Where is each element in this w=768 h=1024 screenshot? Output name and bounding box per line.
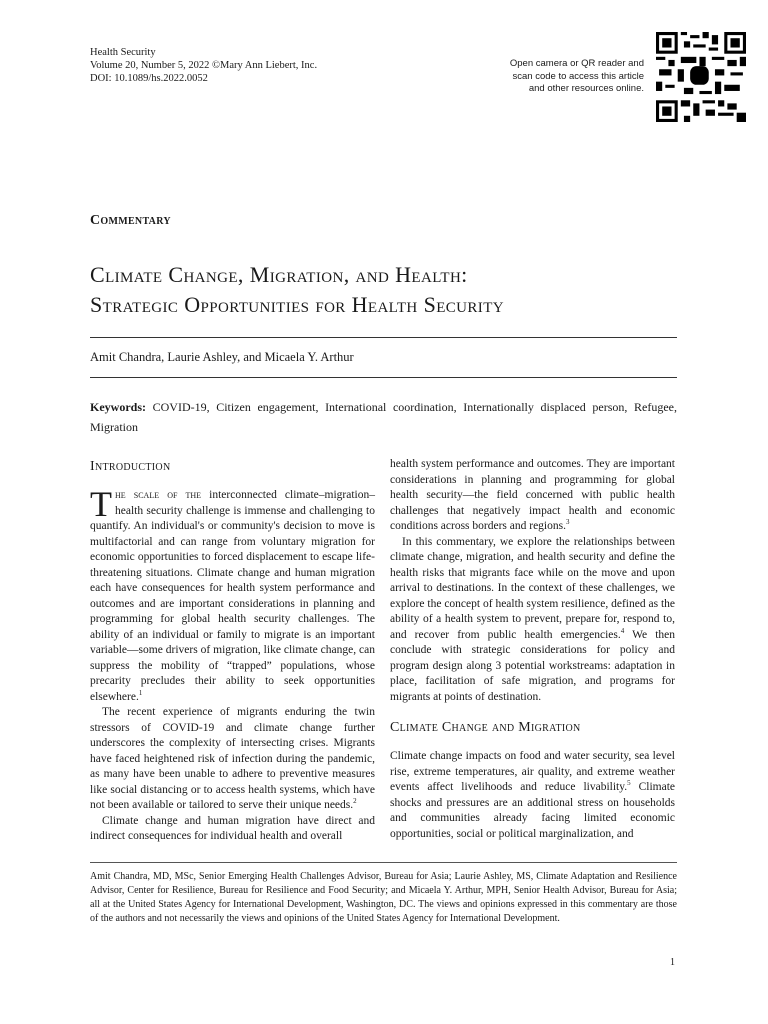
paragraph-text: health system performance and outcomes. They are important considerations in planning and programming for global health security—the field concerned with public health challenges that negatively impact health and economic conditions across borders and regions. xyxy=(390,458,675,532)
climate-migration-heading: Climate Change and Migration xyxy=(390,720,581,735)
intro-heading: Introduction xyxy=(90,459,171,474)
author-affiliation-footnote: Amit Chandra, MD, MSc, Senior Emerging Health Challenges Advisor, Bureau for Asia; Laurie Ashley, MS, Climate Adaptation and Resilience Advisor, Center for Resilience, Bureau for Resilience and Food Security; and Micaela Y. Arthur, MPH, Senior Health Advisor, Bureau for Asia; all at the United States Agency for International Development, Washington, DC. The views and opinions expressed in this commentary are those of the authors and not necessarily the views and opinions of the United States Agency for International Development. xyxy=(90,871,677,924)
paragraph-text: In this commentary, we explore the relationships between climate change, migration, and health security and define the health risks that migrants face while on the move and upon arrival to destinations. In the context of these challenges, we explore the concept of health system resilience, defined as the ability of a health system to prevent, prepare for, respond to, and recover from public health emergencies. xyxy=(390,535,675,641)
qr-notice-line: scan code to access this article xyxy=(512,70,644,82)
author-list: Amit Chandra, Laurie Ashley, and Micaela Y. Arthur xyxy=(90,350,354,364)
dropcap: T xyxy=(90,484,112,524)
paragraph-text: Climate change and human migration have direct and indirect consequences for individual health and overall xyxy=(90,814,375,842)
right-column xyxy=(390,457,675,842)
footnote-divider xyxy=(90,862,677,863)
paragraph-text: Climate change impacts on food and water security, sea level rise, extreme temperatures, air quality, and extreme weather events affect livelihoods and reduce livability. xyxy=(390,750,675,793)
qr-code-icon[interactable] xyxy=(656,31,746,123)
journal-volume: Volume 20, Number 5, 2022 ©Mary Ann Liebert, Inc. xyxy=(90,60,318,71)
ref-5[interactable]: 5 xyxy=(627,779,631,788)
intro-paragraph xyxy=(90,814,375,845)
paragraph-text: We then conclude with strategic considerations for policy and program design along 3 potential workstreams: adaptation in place, facilitation of safe migration, and programs for migrants at points of destination. xyxy=(390,628,675,703)
ref-1[interactable]: 1 xyxy=(138,688,143,697)
article-title-line: Strategic Opportunities for Health Security xyxy=(90,292,504,317)
left-column xyxy=(90,458,375,845)
divider xyxy=(90,337,677,338)
paragraph-text: interconnected climate–migration–health security challenge is immense and challenging to quantify. An individual's or community's decision to move is multifactorial and can range from voluntary migration for economic opportunities to forced displacement to escape life-threatening situations. Climate change and human migration each have consequences for health system performance and outcomes and are important considerations in planning and programming for global health security challenges. The ability of an individual or family to migrate is an important variable—some drivers of migration, like climate change, can suppress the mobility of “trapped” populations, whose precarity precludes their ability to seek opportunities elsewhere. xyxy=(90,489,375,703)
qr-notice-line: Open camera or QR reader and xyxy=(509,58,644,69)
body-paragraph xyxy=(390,457,675,535)
body-paragraph xyxy=(390,535,675,706)
keywords-label: Keywords: xyxy=(90,400,146,414)
page-number: 1 xyxy=(670,957,675,968)
paragraph-text: Climate shocks and pressures are an additional stress on households and communities already facing limited economic opportunities, social or political marginalization, and xyxy=(390,781,675,840)
intro-paragraph xyxy=(90,484,375,705)
divider xyxy=(90,377,677,378)
qr-notice-line: and other resources online. xyxy=(528,83,644,94)
ref-2[interactable]: 2 xyxy=(353,797,357,806)
keywords-text: COVID-19, Citizen engagement, International coordination, Internationally displaced person, Refugee, Migration xyxy=(90,400,677,434)
ref-4[interactable]: 4 xyxy=(620,626,625,635)
intro-paragraph xyxy=(90,705,375,814)
paragraph-text: The recent experience of migrants enduring the twin stressors of COVID-19 and climate change further underscores the complexity of intersecting crises. Migrants have faced heightened risk of infection during the pandemic, as many have been unable to adhere to preventive measures like social distancing or to access health systems, which have not been available or tailored to serve their unique needs. xyxy=(90,706,375,811)
ref-3[interactable]: 3 xyxy=(565,518,570,527)
qr-notice xyxy=(454,58,644,96)
section-type: Commentary xyxy=(90,213,171,228)
journal-name: Health Security xyxy=(90,47,156,58)
journal-header xyxy=(90,46,317,85)
article-title xyxy=(90,260,710,320)
article-title-line: Climate Change, Migration, and Health: xyxy=(90,262,468,287)
body-paragraph xyxy=(390,749,675,842)
keywords xyxy=(90,397,677,437)
lead-smallcaps: he scale of the xyxy=(115,489,202,501)
journal-doi: DOI: 10.1089/hs.2022.0052 xyxy=(90,73,208,84)
